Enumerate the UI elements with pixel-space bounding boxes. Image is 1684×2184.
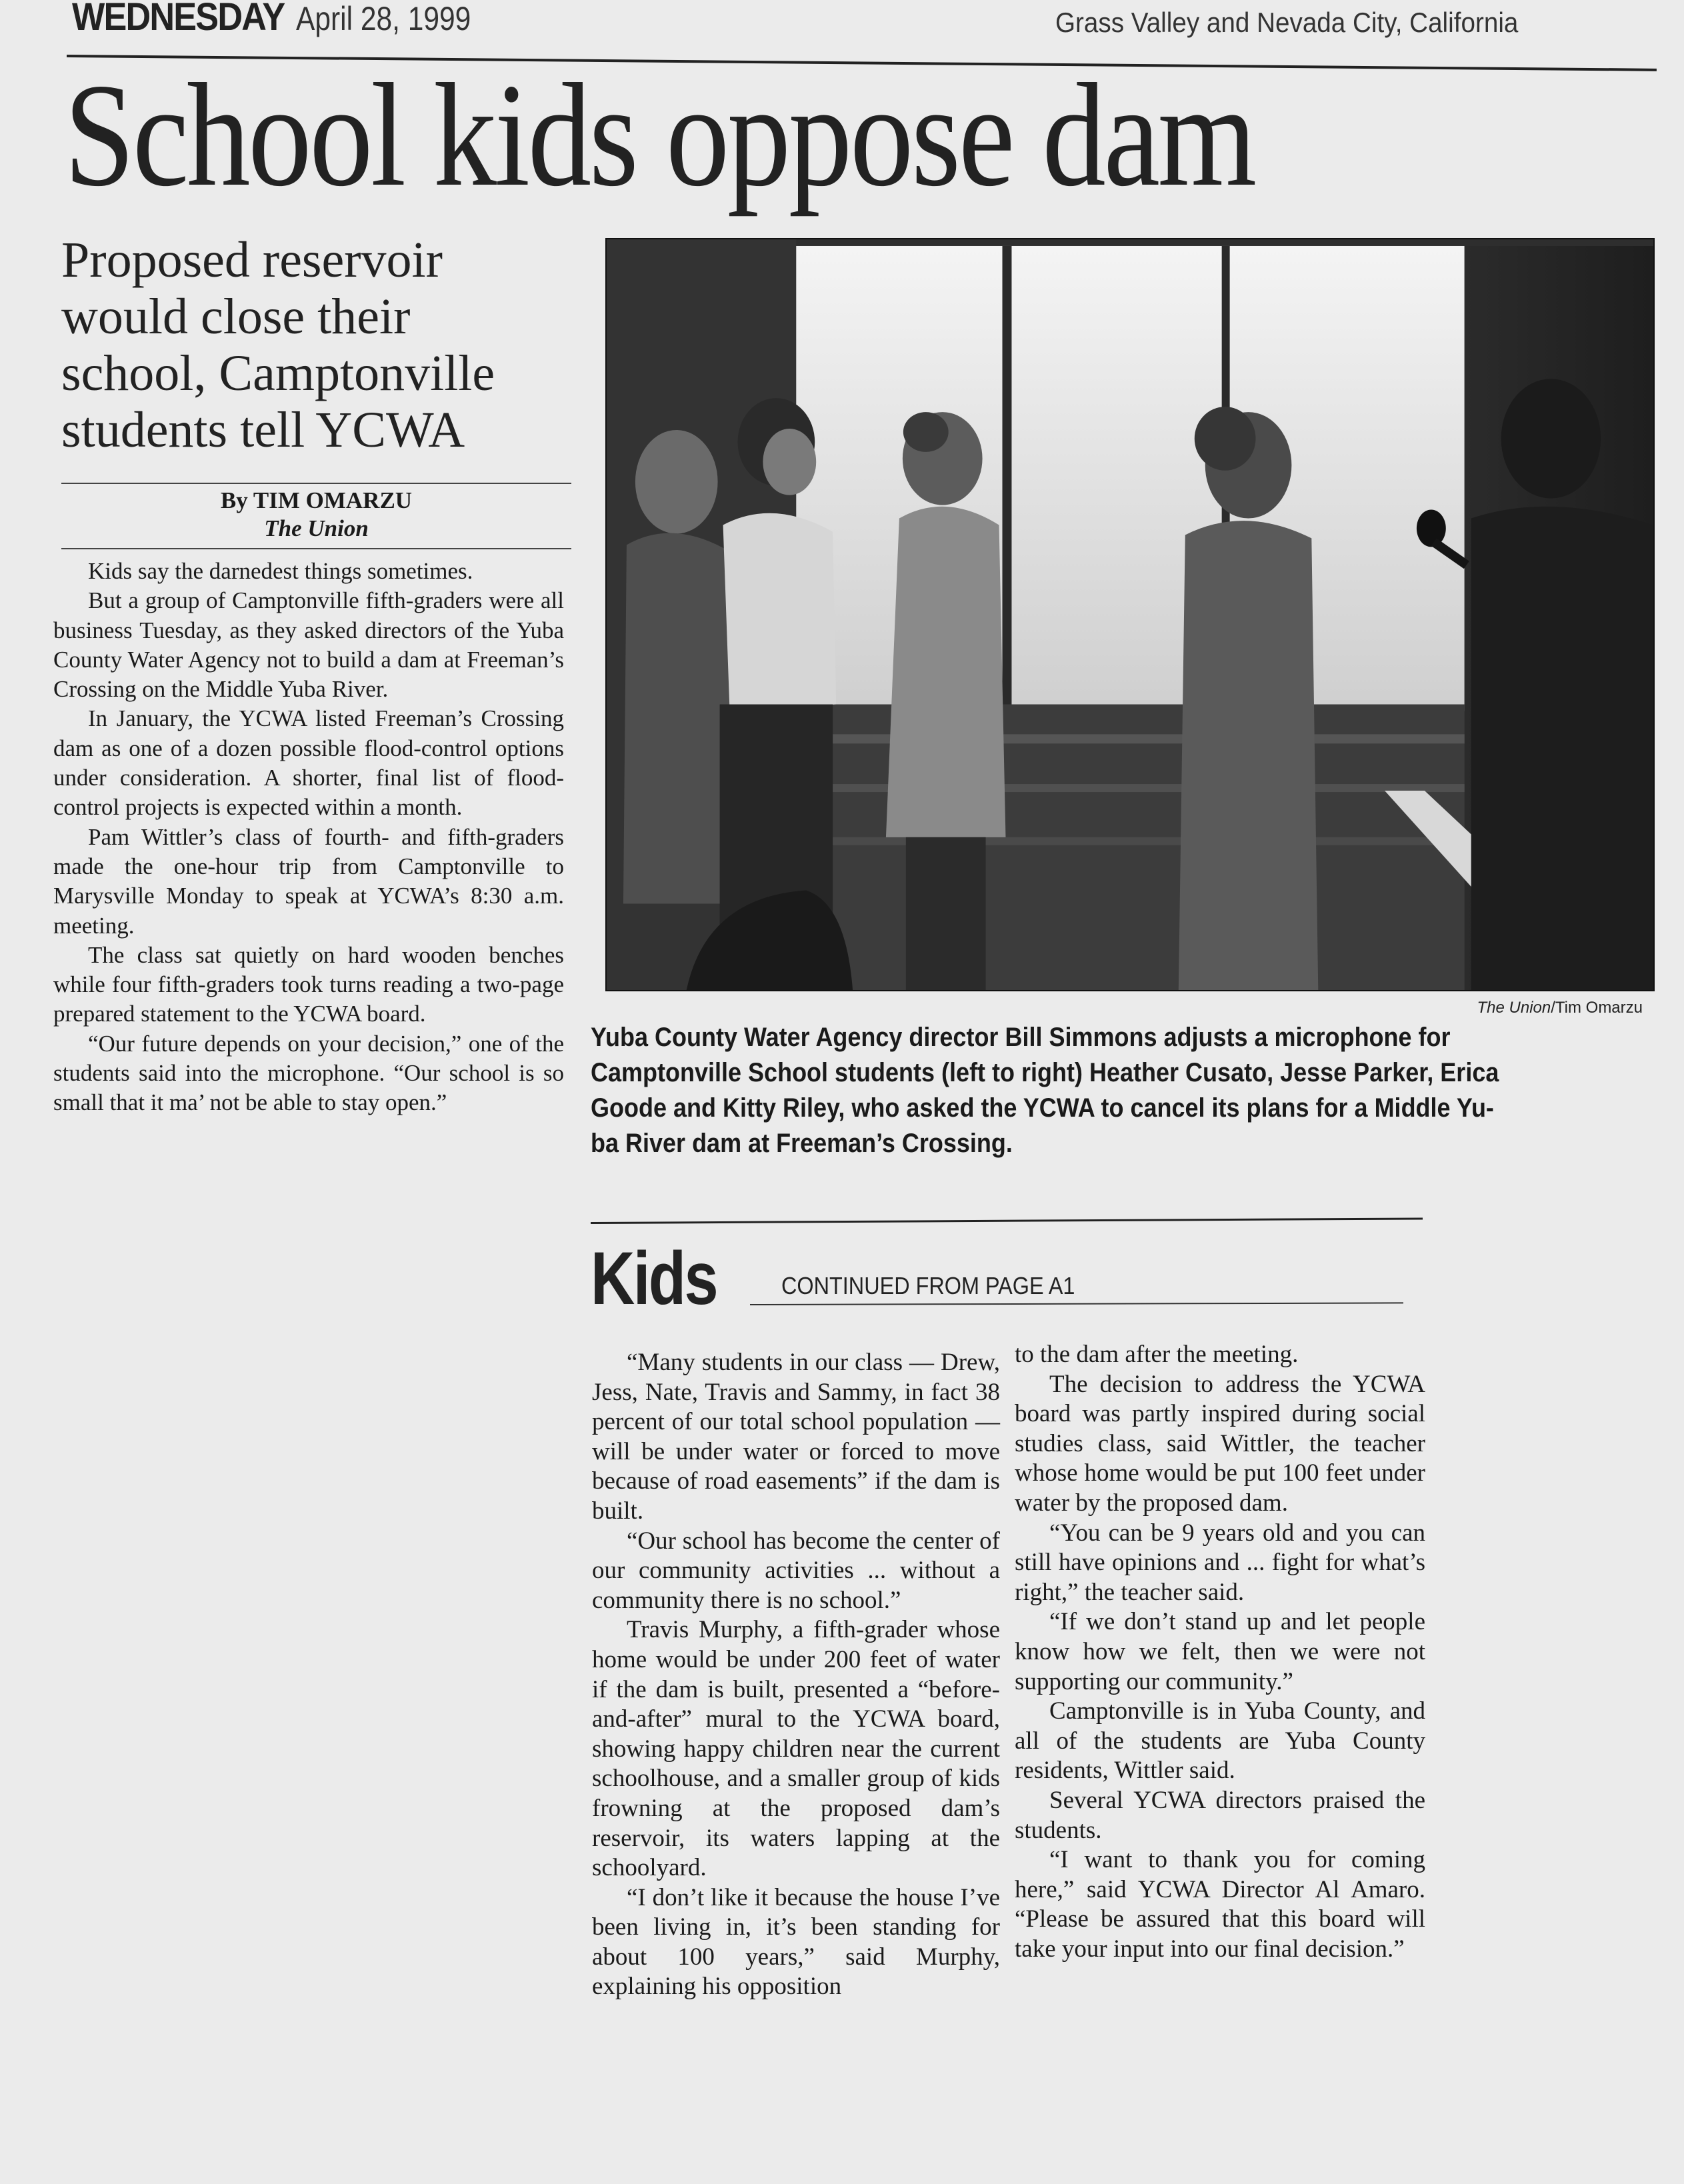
photo-credit-photographer: /Tim Omarzu [1551,999,1643,1017]
paragraph: But a group of Camptonville fifth-graders were all business Tuesday, as they asked directors of the Yuba County Water Agency not to build a dam at Freeman’s Crossing on the Middle Yuba River. [53,587,564,703]
paragraph: “I want to thank you for coming here,” said YCWA Director Al Amaro. “Please be assured that this board will take your input into our final decision.” [1015,1846,1425,1963]
dateline [72,0,502,39]
photo-illustration [607,239,1653,990]
subheadline-line: would close their [61,289,411,345]
article-body-front [53,557,564,1118]
paragraph: Pam Wittler’s class of fourth- and fifth-graders made the one-hour trip from Camptonville to Marysville Monday to speak at YCWA’s 8:30 a.m. meeting. [53,823,564,939]
news-photo [605,238,1655,991]
paragraph: “Our future depends on your decision,” one of the students said into the microphone. “Our school is so small that it ma’ not be able to stay open.” [53,1030,564,1116]
caption-line: Goode and Kitty Riley, who asked the YCWA to cancel its plans for a Middle Yu- [591,1093,1494,1123]
paragraph: “If we don’t stand up and let people know how we felt, then we were not supporting our community.” [1015,1608,1425,1695]
caption-line: Camptonville School students (left to right) Heather Cusato, Jesse Parker, Erica [591,1058,1499,1087]
article-body-jump-column-1 [592,1348,1000,2002]
byline [61,487,571,543]
publication-location: Grass Valley and Nevada City, California [1055,7,1519,38]
byline-rule-top [61,483,571,484]
byline-rule-bottom [61,548,571,549]
paragraph: Travis Murphy, a fifth-grader whose home would be under 200 feet of water if the dam is built, presented a “before-and-after” mural to the YCWA board, showing happy children near the current schoolhouse, and a smaller group of kids frowning at the proposed dam’s reservoir, its waters lapping at the schoolyard. [592,1616,1000,1882]
subheadline-line: Proposed reservoir [61,232,443,288]
photo-credit [1477,999,1643,1017]
publication-date: April 28, 1999 [296,0,471,37]
paragraph: Several YCWA directors praised the students. [1015,1786,1425,1844]
paragraph: In January, the YCWA listed Freeman’s Crossing dam as one of a dozen possible flood-control options under consideration. A shorter, final list of flood-control projects is expected within a month. [53,705,564,821]
paragraph: “Our school has become the center of our community activities ... without a community there is no school.” [592,1527,1000,1614]
subheadline [61,232,595,459]
paragraph: “You can be 9 years old and you can still have opinions and ... fight for what’s right,” the teacher said. [1015,1519,1425,1606]
paragraph: “Many students in our class — Drew, Jess, Nate, Travis and Sammy, in fact 38 percent of our total school population — will be under water or forced to move because of road easements” if the dam is built. [592,1349,1000,1525]
paragraph: Camptonville is in Yuba County, and all of the students are Yuba County residents, Wittler said. [1015,1697,1425,1785]
paragraph: “I don’t like it because the house I’ve been living in, it’s been standing for about 100 years,” said Murphy, explaining his opposition [592,1883,1000,2001]
continued-from-label: CONTINUED FROM PAGE A1 [781,1272,1075,1299]
caption-line: Yuba County Water Agency director Bill Simmons adjusts a microphone for [591,1023,1451,1052]
jump-section-rule [591,1217,1423,1224]
weekday: WEDNESDAY [72,0,285,39]
jump-headline: Kids [591,1237,717,1320]
article-body-jump-column-2 [1015,1340,1425,1964]
headline: School kids oppose dam [64,53,1255,217]
paragraph: Kids say the darnedest things sometimes. [88,558,473,584]
photo-credit-source: The Union [1477,999,1551,1017]
subheadline-line: school, Camptonville [61,345,495,401]
byline-publication: The Union [264,515,369,541]
photo-caption [591,1020,1644,1161]
caption-line: ba River dam at Freeman’s Crossing. [591,1129,1013,1158]
jump-label-rule [750,1302,1403,1305]
subheadline-line: students tell YCWA [61,402,465,458]
byline-author: By TIM OMARZU [220,487,413,513]
paragraph: The decision to address the YCWA board was partly inspired during social studies class, said Wittler, the teacher whose home would be put 100 feet under water by the proposed dam. [1015,1370,1425,1517]
paragraph: to the dam after the meeting. [1015,1341,1299,1368]
paragraph: The class sat quietly on hard wooden benches while four fifth-graders took turns reading a two-page prepared statement to the YCWA board. [53,941,564,1027]
